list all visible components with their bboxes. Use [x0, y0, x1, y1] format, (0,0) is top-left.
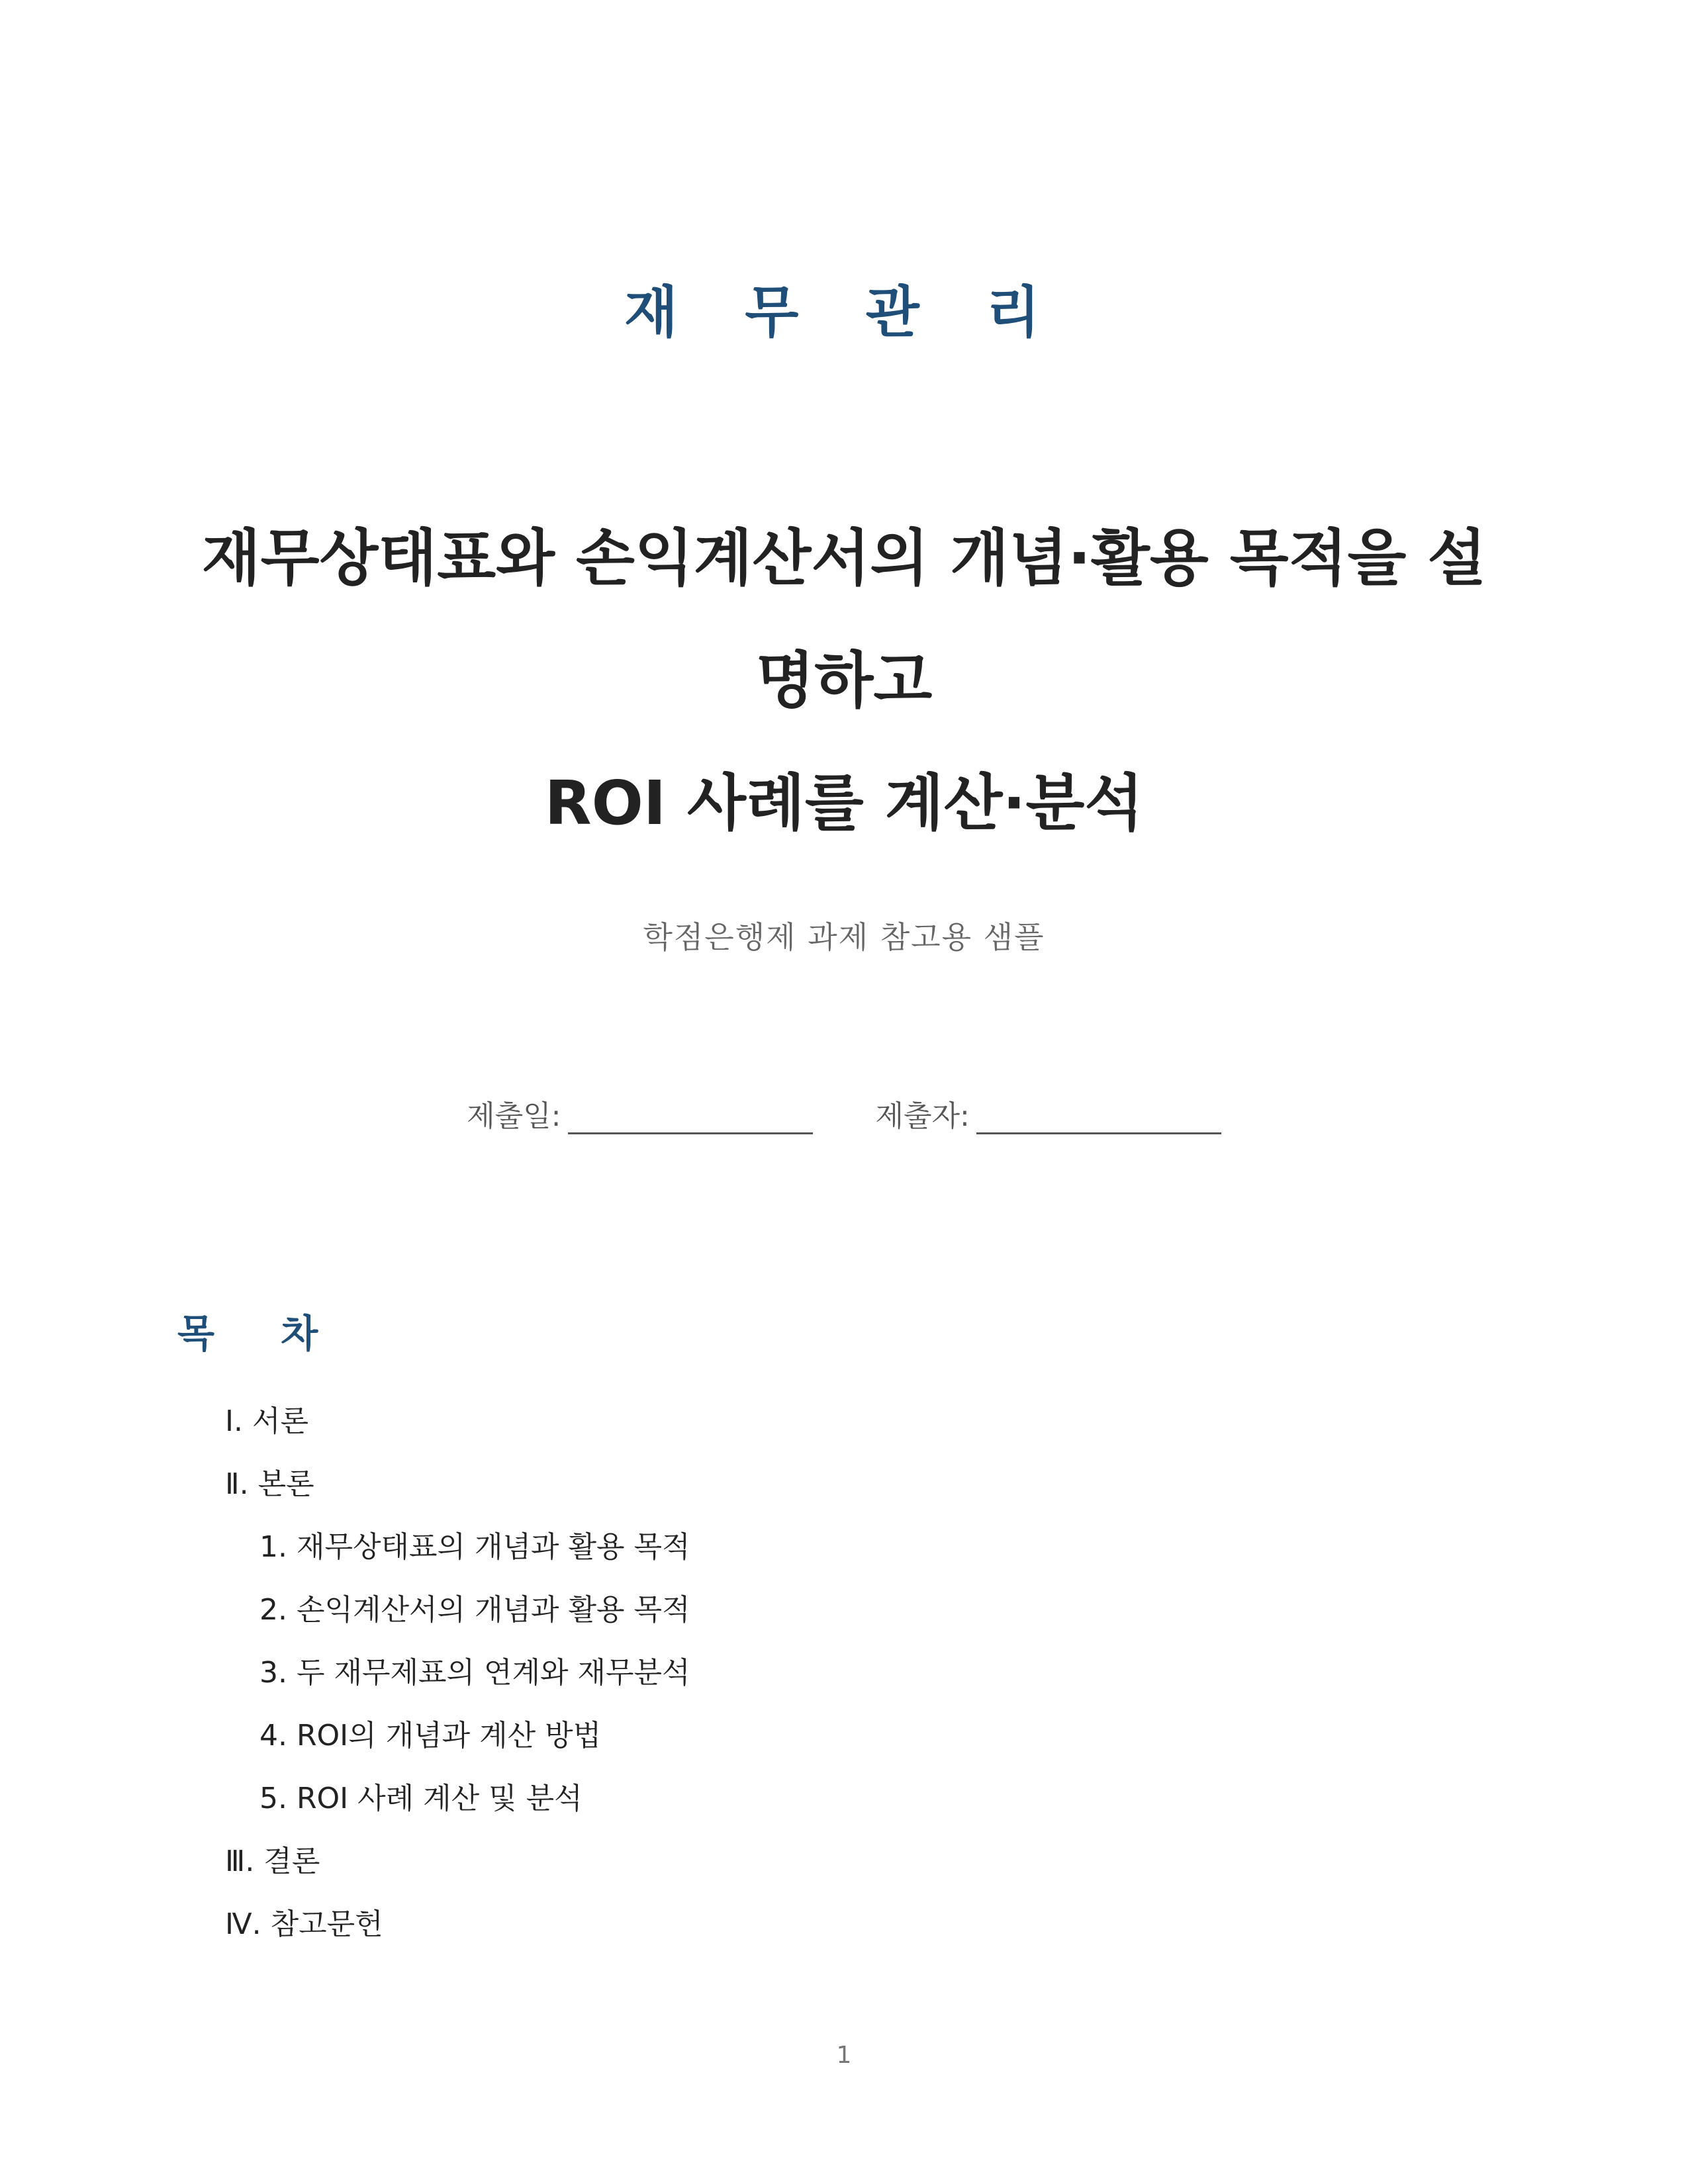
- submission-date-label: 제출일:: [467, 1099, 561, 1133]
- report-title-line-3: ROI 사례를 계산·분석: [544, 768, 1144, 839]
- toc-subitem: 4. ROI의 개념과 계산 방법: [259, 1719, 602, 1752]
- toc-item: Ⅱ. 본론: [225, 1467, 314, 1501]
- submission-info: [0, 1092, 1688, 1134]
- subject-heading: 재 무 관 리: [624, 280, 1064, 345]
- submission-author-blank: [976, 1102, 1221, 1134]
- toc-subitem: 3. 두 재무제표의 연계와 재무분석: [259, 1656, 690, 1690]
- page-number: 1: [836, 2042, 852, 2069]
- sample-note: 학점은행제 과제 참고용 샘플: [643, 919, 1045, 955]
- toc-item: Ⅰ. 서론: [225, 1404, 308, 1438]
- report-title-line-1: 재무상태표와 손익계산서의 개념·활용 목적을 설: [201, 523, 1487, 594]
- toc-subitem: 2. 손익계산서의 개념과 활용 목적: [259, 1593, 690, 1627]
- submission-author: [876, 1092, 1221, 1134]
- toc-subitem: 5. ROI 사례 계산 및 분석: [259, 1782, 583, 1815]
- toc-heading: 목 차: [177, 1311, 345, 1356]
- toc-item: Ⅲ. 결론: [225, 1844, 320, 1878]
- toc-subitem: 1. 재무상태표의 개념과 활용 목적: [259, 1530, 690, 1564]
- toc-item: Ⅳ. 참고문헌: [225, 1907, 383, 1941]
- report-title-line-2: 명하고: [755, 645, 933, 716]
- submission-date: [467, 1092, 812, 1134]
- submission-date-blank: [568, 1102, 813, 1134]
- submission-author-label: 제출자:: [875, 1099, 970, 1133]
- table-of-contents: [225, 1402, 690, 1968]
